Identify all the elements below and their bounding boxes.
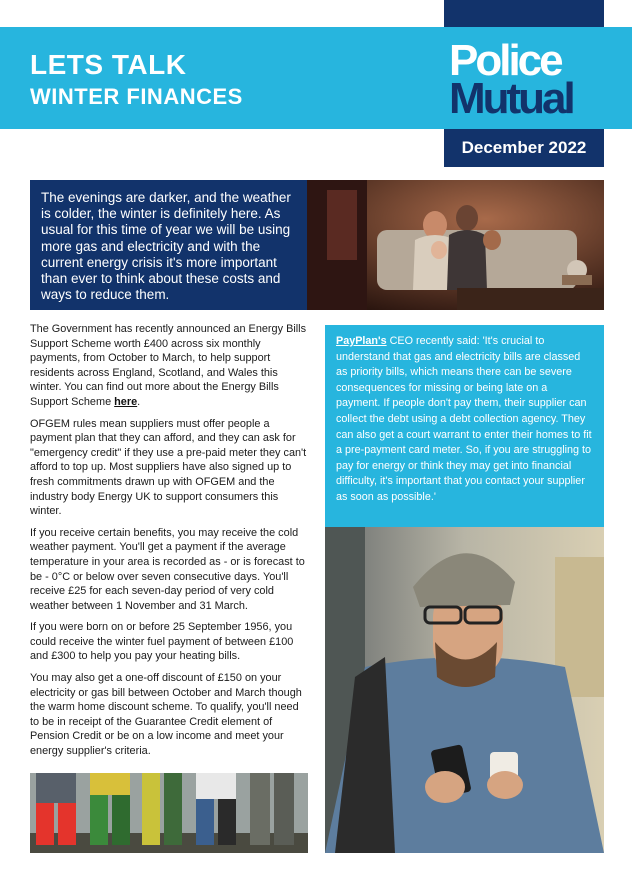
paragraph-warm-home-discount: You may also get a one-off discount of £150 on your electricity or gas bill between October and March though the warm home discount scheme. To qualify, you'll need to be in receipt of the Guarantee Credit element of Pension Credit or be on a low income and meet your energy supplier's criteria. — [30, 672, 302, 758]
paragraph-cold-weather: If you receive certain benefits, you may receive the cold weather payment. You'll get a payment if the average temperature in your area is recorded as - or is forecast to be - 0°C or below over seven consecutive days. You'll receive £25 for each seven-day period of very cold weather between 1 November and 31 March. — [30, 526, 305, 612]
page-title: LETS TALK — [30, 49, 187, 80]
main-article — [30, 322, 310, 766]
header-tab — [444, 0, 604, 27]
logo-word-mutual: Mutual — [449, 74, 573, 123]
page-subtitle: WINTER FINANCES — [30, 84, 243, 109]
quote-text: CEO recently said: 'It's crucial to understand that gas and electricity bills are classed as priority bills, which means there can be severe consequences for missing or being late on a payment. If people don't pay them, their supplier can collect the debt using a debt collection agency. They can also get a court warrant to enter their homes to fit a pre-payment card meter. So, if you are struggling to pay for energy or think they may get into financial difficulty, it's important that you contact your supplier as soon as possible.' — [336, 335, 592, 503]
energy-bills-support-link[interactable]: here — [114, 395, 138, 408]
intro-box — [30, 180, 307, 310]
quote-box — [325, 325, 604, 527]
paragraph-energy-bills-support: The Government has recently announced an Energy Bills Support Scheme worth £400 across six monthly payments, from October to March, to help support residents across England, Scotland, and Wales this winter. You can find out more about the Energy Bills Support Scheme here. — [30, 323, 307, 408]
issue-date: December 2022 — [444, 129, 604, 167]
wellington-boots-photo — [30, 773, 308, 853]
man-phone-photo — [325, 527, 604, 853]
payplan-brand: PayPlan's — [336, 335, 387, 347]
family-sofa-photo — [307, 180, 604, 310]
logo-word-police: Police — [449, 36, 561, 85]
police-mutual-logo — [444, 27, 604, 129]
paragraph-winter-fuel: If you were born on or before 25 September 1956, you could receive the winter fuel payment of between £100 and £300 to help you pay your heating bills. — [30, 621, 294, 663]
intro-text: The evenings are darker, and the weather is colder, the winter is definitely here. As usual for this time of year we will be using more gas and electricity and with the current energy crisis it's more important than ever to think about these costs and ways to reduce them. — [41, 190, 291, 303]
paragraph-ofgem: OFGEM rules mean suppliers must offer people a payment plan that they can afford, and they can ask for "emergency credit" if they use a pre-paid meter they can't afford to top up. Most suppliers have also signed up to fresh commitments drawn up with OFGEM and the industry body Energy UK to support consumers this winter. — [30, 417, 307, 518]
